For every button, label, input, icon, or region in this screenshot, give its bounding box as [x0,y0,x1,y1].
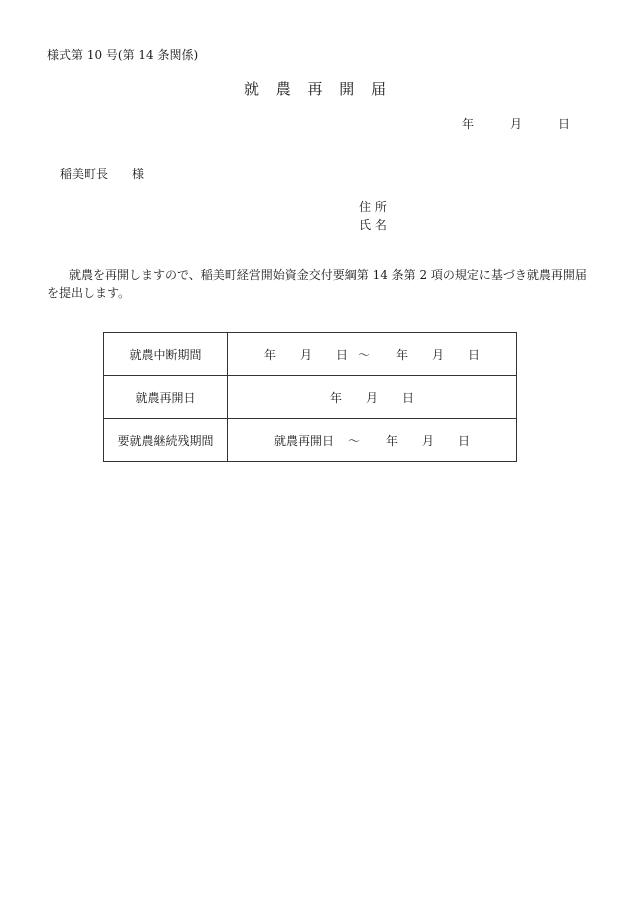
resumption-date-label: 就農再開日 [104,376,228,419]
remaining-day: 日 [458,433,471,448]
addressee-name: 稲美町長 [60,167,109,181]
period-start-day: 日 [335,347,348,362]
applicant-address-label: 住 所 [359,200,387,214]
addressee [60,165,144,182]
info-table [103,332,517,462]
table-row [104,376,517,419]
period-end-month: 月 [432,347,445,362]
document-title: 就 農 再 開 届 [243,80,393,98]
form-number: 様式第 10 号(第 14 条関係) [47,48,199,62]
remaining-period-prefix: 就農再開日 [273,433,334,448]
date-year-label: 年 [462,117,475,131]
body-paragraph-text: 就農を再開しますので、稲美町経営開始資金交付要綱第 14 条第 2 項の規定に基づき就農再開届を提出します。 [47,268,587,300]
period-start-month: 月 [299,347,312,362]
resumption-year: 年 [329,390,342,405]
resumption-month: 月 [365,390,378,405]
table-row [104,419,517,462]
remaining-month: 月 [422,433,435,448]
resumption-day: 日 [402,390,415,405]
interruption-period-label: 就農中断期間 [104,333,228,376]
period-end-day: 日 [468,347,481,362]
resumption-date-value [228,376,517,419]
period-end-year: 年 [396,347,409,362]
remaining-period-value [228,419,517,462]
applicant-name-label: 氏 名 [359,218,387,232]
remaining-period-separator: ～ [347,433,360,448]
period-start-year: 年 [263,347,276,362]
submission-date [462,115,570,132]
date-month-label: 月 [510,117,523,131]
body-paragraph [47,266,587,302]
remaining-year: 年 [385,433,398,448]
date-day-label: 日 [558,117,571,131]
period-separator: ～ [357,347,370,362]
addressee-honorific: 様 [132,167,145,181]
table-row [104,333,517,376]
interruption-period-value [228,333,517,376]
remaining-period-label: 要就農継続残期間 [104,419,228,462]
